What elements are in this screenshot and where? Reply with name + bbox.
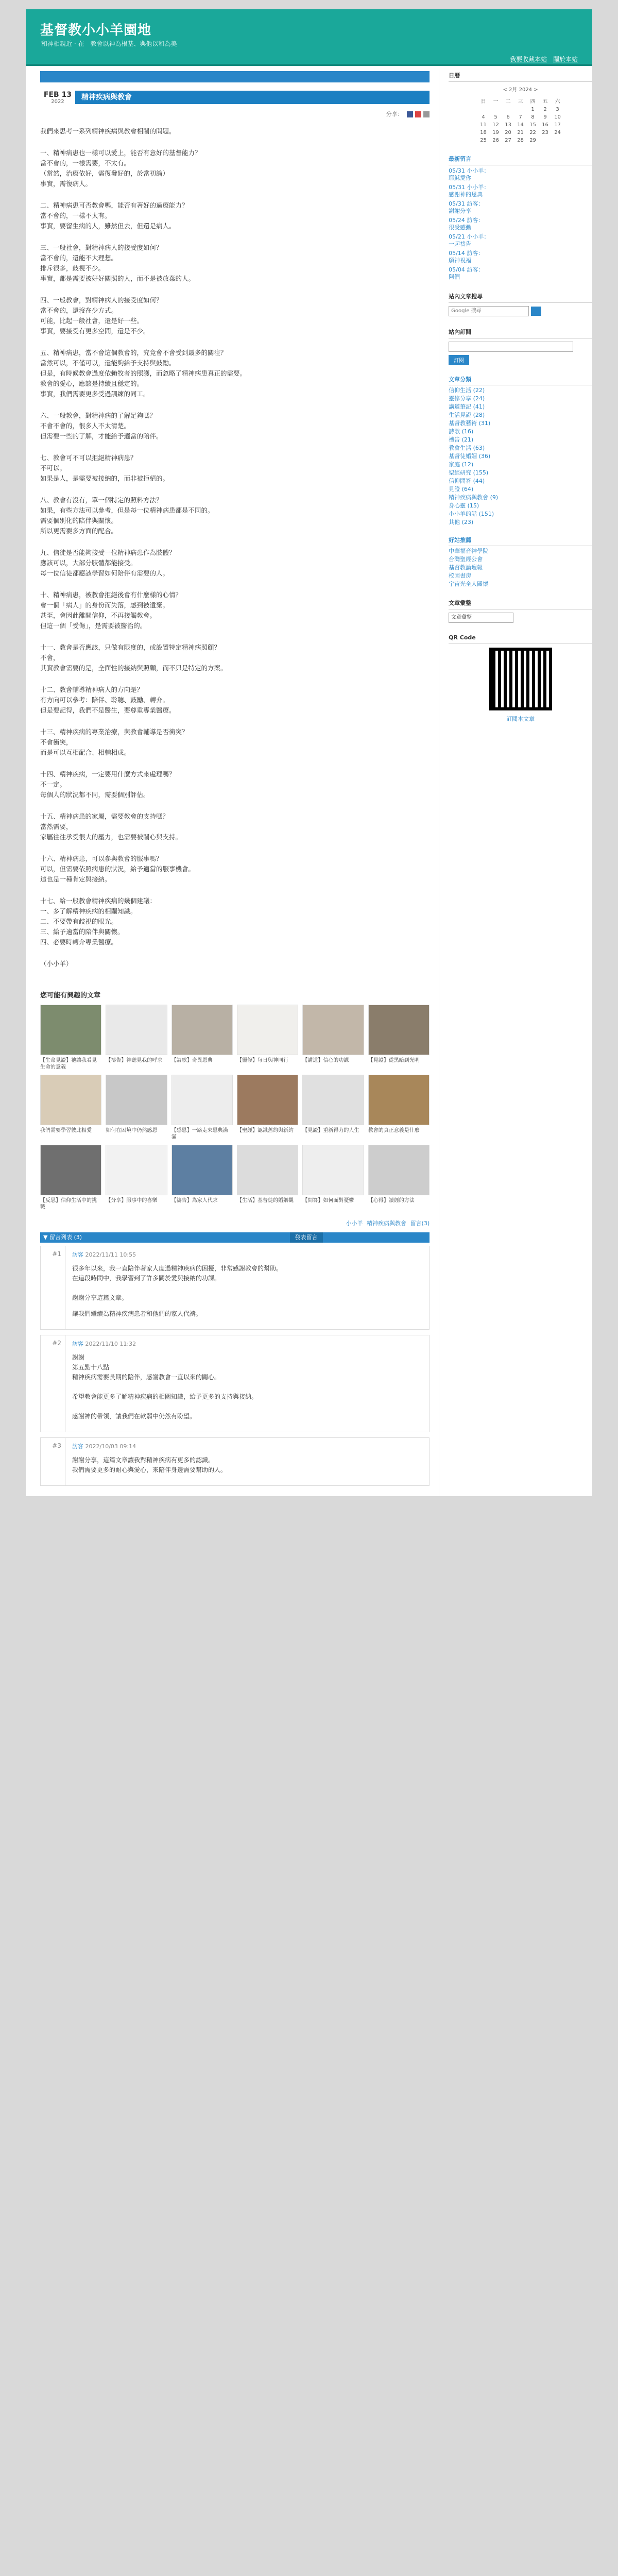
category-item[interactable]: 家庭 (12) (449, 461, 474, 468)
category-item[interactable]: 信仰問答 (44) (449, 478, 485, 484)
friend-link[interactable]: 台灣聖經公會 (449, 556, 483, 563)
related-post-thumbnail[interactable] (237, 1075, 298, 1125)
calendar-day (490, 106, 502, 113)
post-comment-button[interactable]: 發表留言 (290, 1232, 323, 1243)
friend-link[interactable]: 宇宙光全人關懷 (449, 581, 489, 587)
subscribe-button[interactable]: 訂閱 (449, 355, 469, 365)
calendar-day (477, 106, 490, 113)
category-item[interactable]: 靈修分享 (24) (449, 395, 485, 402)
calendar-day: 18 (480, 130, 487, 135)
post-paragraph: 四、一般教會，對精神病人的接受度如何？ 當不會的，還沒在少方式。 可能，比起一般社會，還是好一些。 事實，要接受有更多空間，還是不少。 (40, 296, 163, 335)
category-item[interactable]: 基督徒婚姻 (36) (449, 453, 491, 460)
comment-number: #3 (52, 1442, 61, 1449)
calendar-day: 8 (531, 114, 535, 120)
qr-title: QR Code (449, 634, 592, 643)
comment-item (40, 1246, 430, 1330)
about-link[interactable]: 關於本站 (553, 56, 578, 63)
related-posts-grid (40, 1005, 430, 1211)
share-row (40, 110, 430, 118)
related-post-card[interactable] (106, 1145, 167, 1211)
calendar-day (552, 137, 564, 144)
related-post-title[interactable]: 如何在困境中仍然感恩 (106, 1128, 158, 1133)
search-input[interactable]: Google 搜尋 (449, 306, 529, 316)
category-item[interactable]: 精神疾病與教會 (9) (449, 494, 499, 501)
post-date-year: 2022 (51, 99, 64, 105)
qr-code-icon (489, 648, 552, 710)
calendar-day: 11 (480, 122, 487, 128)
post-date-month-day: FEB 13 (43, 91, 72, 99)
related-post-title[interactable]: 【詩歌】奇異恩典 (171, 1058, 213, 1063)
post-paragraph: 十、精神病患，被教會拒絕後會有什麼樣的心情？ 會一個「病人」的身份而失落，感到被遺棄。 甚至，會因此離開信仰，不再接觸教會。 但這一個「受傷」，是需要被醫治的。 (40, 591, 182, 630)
post-paragraph: 十六、精神病患，可以參與教會的服事嗎？ 可以，但需要依照病患的狀況，給予適當的服事機會。 這也是一種肯定與接納。 (40, 855, 195, 883)
comment-time: 2022/10/03 09:14 (85, 1443, 136, 1450)
post-paragraph: 三、一般社會，對精神病人的接受度如何？ 當不會的，還能不大理想。 排斥很多，歧視不少。 事實，都是需要被好好關照的人，而不是被放棄的人。 (40, 244, 195, 282)
calendar-day: 13 (505, 122, 511, 128)
calendar-day: 24 (554, 130, 561, 135)
related-post-card[interactable] (171, 1145, 233, 1211)
post-date (40, 91, 75, 105)
post-article (40, 126, 430, 969)
post-paragraph: 我們來思考一系列精神疾病與教會相關的問題。 (40, 127, 176, 135)
comment-header (72, 1340, 423, 1348)
related-post-card[interactable] (368, 1005, 430, 1071)
post-paragraph: 十五、精神病患的家屬，需要教會的支持嗎？ 當然需要， 家屬往往承受很大的壓力，也需要被關心與支持。 (40, 812, 182, 841)
comment-header (72, 1442, 423, 1450)
related-post-thumbnail[interactable] (237, 1005, 298, 1055)
recent-comments-title: 最新留言 (449, 156, 592, 165)
related-post-title[interactable]: 【心得】讀經的方法 (368, 1198, 415, 1204)
post-paragraph: 九、信徒是否能夠接受一位精神病患作為肢體？ 應該可以，大部分肢體都能接受。 每一位信徒都應該學習如何陪伴有需要的人。 (40, 549, 176, 577)
related-post-thumbnail[interactable] (302, 1145, 364, 1195)
calendar-day: 15 (529, 122, 536, 128)
post-comments-link[interactable]: 留言(3) (410, 1220, 430, 1227)
related-post-card[interactable] (106, 1005, 167, 1071)
calendar-day: 4 (482, 114, 485, 120)
related-post-thumbnail[interactable] (302, 1005, 364, 1055)
calendar-day: 27 (505, 138, 511, 143)
links-widget (449, 537, 592, 587)
category-item[interactable]: 生活見證 (28) (449, 412, 485, 418)
archive-select[interactable]: 文章彙整 (449, 613, 513, 623)
related-post-thumbnail[interactable] (171, 1145, 233, 1195)
sidebar (439, 66, 592, 1496)
recent-comment-item[interactable]: 05/14 訪客： 願神祝福 (449, 250, 484, 264)
friend-link[interactable]: 基督教論壇報 (449, 564, 483, 571)
related-post-thumbnail[interactable] (171, 1005, 233, 1055)
comment-item (40, 1335, 430, 1432)
related-post-thumbnail[interactable] (106, 1145, 167, 1195)
related-post-card[interactable] (237, 1005, 298, 1071)
comment-author[interactable]: 訪客 (72, 1251, 83, 1258)
comment-time: 2022/11/10 11:32 (85, 1341, 136, 1347)
recent-comment-item[interactable]: 05/31 小小羊： 感謝神的恩典 (449, 184, 490, 198)
comment-body (65, 1246, 429, 1329)
related-post-thumbnail[interactable] (106, 1005, 167, 1055)
category-item[interactable]: 詩歌 (16) (449, 428, 474, 435)
top-links (506, 55, 578, 63)
related-post-card[interactable] (171, 1075, 233, 1141)
calendar-month[interactable]: < 2月 2024 > (503, 87, 538, 93)
category-item[interactable]: 基督教藝術 (31) (449, 420, 491, 427)
related-post-title[interactable]: 【見證】從黑暗到光明 (368, 1058, 420, 1063)
comment-header (72, 1250, 423, 1259)
related-post-thumbnail[interactable] (368, 1005, 430, 1055)
calendar-day: 10 (554, 114, 561, 120)
comment-author[interactable]: 訪客 (72, 1341, 83, 1347)
calendar-weekday: 二 (505, 99, 511, 105)
related-post-thumbnail[interactable] (40, 1075, 101, 1125)
archive-widget (449, 599, 592, 623)
calendar-day: 20 (505, 130, 511, 135)
calendar-weekday: 一 (493, 99, 499, 105)
site-header (26, 9, 592, 66)
post-header (40, 91, 430, 105)
post-author[interactable]: 小小羊 (346, 1220, 363, 1227)
related-post-card[interactable] (40, 1145, 101, 1211)
recent-comment-item[interactable]: 05/21 小小羊： 一起禱告 (449, 233, 490, 247)
post-paragraph: 十一、教會是否應該，只做有限度的，或設置特定精神病照顧？ 不會， 其實教會需要的是，全面性的接納與照顧，而不只是特定的方案。 (40, 643, 227, 672)
post-paragraph: 十三、精神疾病的專業治療，與教會輔導是否衝突？ 不會衝突， 而是可以互相配合、相輔相成。 (40, 728, 188, 756)
related-post-thumbnail[interactable] (106, 1075, 167, 1125)
post-paragraph: 七、教會可不可以拒絕精神病患？ 不可以。 如果是人，是需要被接納的，而非被拒絕的。 (40, 454, 169, 482)
calendar-day: 22 (529, 130, 536, 135)
subscribe-title: 站內訂閱 (449, 328, 592, 338)
share-label: 分享： (386, 111, 403, 117)
recent-comment-item[interactable]: 05/04 訪客： 阿們 (449, 266, 484, 280)
related-post-card[interactable] (106, 1075, 167, 1141)
related-post-thumbnail[interactable] (302, 1075, 364, 1125)
calendar-day: 7 (519, 114, 522, 120)
comment-author[interactable]: 訪客 (72, 1443, 83, 1450)
related-post-card[interactable] (302, 1145, 364, 1211)
calendar-day: 26 (492, 138, 499, 143)
post-paragraph: 五、精神病患，當不會這個教會的，究竟會不會受到最多的關注？ 當然可以，不僅可以，還能夠給予支持與鼓勵。 但是，有時候教會過度依賴牧者的照護，而忽略了精神病患真正的需要。 教會的愛心，應該是持續且穩定的。 事實，我們需要更多受過訓練的同工。 (40, 349, 247, 398)
calendar-weekday: 日 (480, 99, 486, 105)
related-post-title[interactable]: 【靈修】每日與神同行 (237, 1058, 289, 1063)
post-paragraph: 二、精神病患可否教會嗎，能否有著好的過療能力？ 當不會的，一樣不太有。 事實，要留生病的人，雖然但去，但還是病人。 (40, 201, 188, 230)
category-item[interactable]: 禱告 (21) (449, 436, 474, 443)
search-title: 站內文章搜尋 (449, 292, 592, 303)
related-post-card[interactable] (171, 1005, 233, 1071)
calendar-day: 14 (517, 122, 524, 128)
calendar-day: 5 (494, 114, 497, 120)
calendar-day (539, 137, 552, 144)
calendar-day: 17 (554, 122, 561, 128)
category-item[interactable]: 講道筆記 (41) (449, 403, 485, 410)
calendar-weekday: 六 (555, 99, 560, 105)
post-title[interactable]: 精神疾病與教會 (75, 91, 430, 104)
facebook-share-icon[interactable] (407, 111, 413, 117)
friend-link[interactable]: 校園書房 (449, 572, 472, 579)
comments-bar-label: ▼ 留言列表 (3) (43, 1234, 82, 1241)
calendar-day: 2 (543, 107, 547, 112)
calendar-day: 1 (531, 107, 535, 112)
recent-comment-item[interactable]: 05/24 訪客： 很受感動 (449, 217, 484, 231)
related-post-card[interactable] (302, 1005, 364, 1071)
related-post-title[interactable]: 【禱告】為家人代求 (171, 1198, 218, 1204)
related-post-card[interactable] (302, 1075, 364, 1141)
comment-time: 2022/11/11 10:55 (85, 1251, 136, 1258)
calendar-weekday: 五 (542, 99, 548, 105)
comment-number: #2 (52, 1340, 61, 1347)
related-post-title[interactable]: 【聖經】認識舊約與新約 (237, 1128, 294, 1133)
comment-text: 謝謝分享，這篇文章讓我對精神疾病有更多的認識。 我們需要更多的耐心與愛心，來陪伴身邊需要幫助的人。 (72, 1456, 227, 1473)
friend-link[interactable]: 中華福音神學院 (449, 548, 489, 554)
category-item[interactable]: 小小羊的話 (151) (449, 511, 494, 517)
comment-body (65, 1335, 429, 1432)
related-post-thumbnail[interactable] (368, 1145, 430, 1195)
comments-bar (40, 1232, 430, 1243)
related-posts-title: 您可能有興趣的文章 (40, 992, 101, 999)
calendar-day (514, 106, 527, 113)
search-icon[interactable] (531, 307, 541, 316)
feed-link[interactable]: 訂閱本文章 (506, 716, 535, 722)
post-category[interactable]: 精神疾病與教會 (367, 1220, 407, 1227)
search-widget (449, 292, 592, 316)
related-post-card[interactable] (40, 1075, 101, 1141)
related-post-card[interactable] (237, 1145, 298, 1211)
calendar-day: 28 (517, 138, 524, 143)
site-subtitle: 和神相親近 ‧ 在 教會以神為根基、與他以和為美 (41, 40, 177, 47)
related-post-title[interactable]: 【見證】重新得力的人生 (302, 1128, 359, 1133)
post-paragraph: 六、一般教會，對精神病的了解足夠嗎？ 不會不會的，很多人不太清楚。 但需要一些的了解，才能給予適當的陪伴。 (40, 412, 163, 440)
recent-comment-item[interactable]: 05/31 小小羊： 耶穌愛你 (449, 167, 490, 181)
related-post-title[interactable]: 【講道】信心的功課 (302, 1058, 349, 1063)
calendar-day: 9 (543, 114, 547, 120)
qr-widget (449, 634, 592, 723)
calendar-weekday: 四 (530, 99, 536, 105)
post-paragraph: 十四、精神疾病，一定要用什麼方式來處理嗎？ 不一定。 每個人的狀況都不同，需要個別評估。 (40, 770, 176, 799)
main-content (26, 66, 439, 1496)
plurk-share-icon[interactable] (415, 111, 421, 117)
calendar-table (477, 96, 564, 144)
comment-text: 讓我們繼續為精神疾病患者和他們的家人代禱。 (72, 1310, 202, 1317)
related-post-title[interactable]: 【分享】服事中的喜樂 (106, 1198, 158, 1204)
calendar-day: 19 (492, 130, 499, 135)
calendar-day: 23 (542, 130, 548, 135)
subscribe-widget (449, 328, 592, 365)
recent-comment-item[interactable]: 05/31 訪客： 謝謝分享 (449, 200, 484, 214)
calendar-day: 6 (506, 114, 510, 120)
categories-title: 文章分類 (449, 376, 592, 385)
recent-comments-widget (449, 156, 592, 281)
calendar-day: 29 (529, 138, 536, 143)
links-title: 好站推薦 (449, 537, 592, 546)
related-post-thumbnail[interactable] (40, 1145, 101, 1195)
calendar-day: 25 (480, 138, 487, 143)
comment-item (40, 1437, 430, 1486)
post-signature: （小小羊） (40, 960, 73, 968)
related-post-title[interactable]: 【反思】信仰生活中的挑戰 (40, 1198, 97, 1210)
categories-widget (449, 376, 592, 526)
bookmark-link[interactable]: 我要收藏本站 (510, 56, 547, 63)
related-post-title[interactable]: 我們需要學習彼此相愛 (40, 1128, 92, 1133)
related-post-card[interactable] (368, 1145, 430, 1211)
related-post-thumbnail[interactable] (368, 1075, 430, 1125)
post-footer (40, 1219, 430, 1227)
search-row (449, 306, 592, 316)
post-paragraph: 十七、給一般教會精神疾病的幾個建議： 一、多了解精神疾病的相關知識。 二、不要帶有歧視的眼光。 三、給予適當的陪伴與關懷。 四、必要時轉介專業醫療。 (40, 897, 157, 946)
related-post-card[interactable] (368, 1075, 430, 1141)
calendar-day: 3 (556, 107, 559, 112)
related-post-title[interactable]: 教會的真正意義是什麼 (368, 1128, 420, 1133)
post-paragraph: 十二、教會輔導精神病人的方向是？ 有方向可以參考：陪伴、聆聽、鼓勵、轉介。 但是要記得，我們不是醫生，要尊重專業醫療。 (40, 686, 176, 714)
related-post-card[interactable] (40, 1005, 101, 1071)
archive-title: 文章彙整 (449, 599, 592, 609)
category-item[interactable]: 身心靈 (15) (449, 502, 479, 509)
related-post-thumbnail[interactable] (237, 1145, 298, 1195)
related-post-title[interactable]: 【生命見證】祂讓我看見生命的意義 (40, 1058, 97, 1070)
category-item[interactable]: 信仰生活 (22) (449, 387, 485, 394)
calendar-day (502, 106, 514, 113)
comment-body (65, 1438, 429, 1485)
calendar-day: 21 (517, 130, 524, 135)
comment-text: 謝謝 第五點十八點 精神疾病需要長期的陪伴，感謝教會一直以來的關心。 希望教會能更多了解精神疾病的相關知識，給予更多的支持與接納。 感謝神的帶領，讓我們在軟弱中仍然有盼望。 (72, 1354, 258, 1420)
related-post-title[interactable]: 【感恩】一路走來恩典滿滿 (171, 1128, 228, 1140)
comment-text: 很多年以來，我一直陪伴著家人度過精神疾病的困擾，非常感謝教會的幫助。 在這段時間中，我學習到了許多關於愛與接納的功課。 謝謝分享這篇文章。 (72, 1265, 283, 1301)
related-post-title[interactable]: 【禱告】神聽見我的呼求 (106, 1058, 163, 1063)
category-item[interactable]: 教會生活 (63) (449, 445, 485, 451)
related-post-title[interactable]: 【問答】如何面對憂鬱 (302, 1198, 354, 1204)
more-share-icon[interactable] (423, 111, 430, 117)
category-item[interactable]: 見證 (64) (449, 486, 474, 493)
category-item[interactable]: 其他 (23) (449, 519, 474, 526)
subscribe-email-field[interactable] (449, 342, 573, 352)
category-item[interactable]: 聖經研究 (155) (449, 469, 489, 476)
related-post-thumbnail[interactable] (40, 1005, 101, 1055)
related-post-card[interactable] (237, 1075, 298, 1141)
site-title[interactable]: 基督教小小羊園地 (40, 23, 152, 38)
calendar-widget (449, 71, 592, 144)
related-post-title[interactable]: 【生活】基督徒的婚姻觀 (237, 1198, 294, 1204)
calendar-weekday: 三 (518, 99, 523, 105)
post-paragraph: 一、精神病患也一樣可以愛上，能否有意好的基督能力？ 當不會的，一樣需要，不太有。 （當然，治療依好，需復發好的，於當初論） 事實，需復病人。 (40, 149, 201, 188)
calendar-day: 16 (542, 122, 548, 128)
post-paragraph: 八、教會有沒有，單一個特定的照料方法？ 如果，有些方法可以參考，但是每一位精神病患都是不同的。 需要個別化的陪伴與關懷。 所以更需要多方面的配合。 (40, 496, 214, 535)
related-post-thumbnail[interactable] (171, 1075, 233, 1125)
calendar-day: 12 (492, 122, 499, 128)
content-top-bar (40, 71, 430, 82)
comment-number: #1 (52, 1250, 61, 1258)
page (26, 9, 592, 1496)
calendar-title: 日曆 (449, 71, 592, 82)
